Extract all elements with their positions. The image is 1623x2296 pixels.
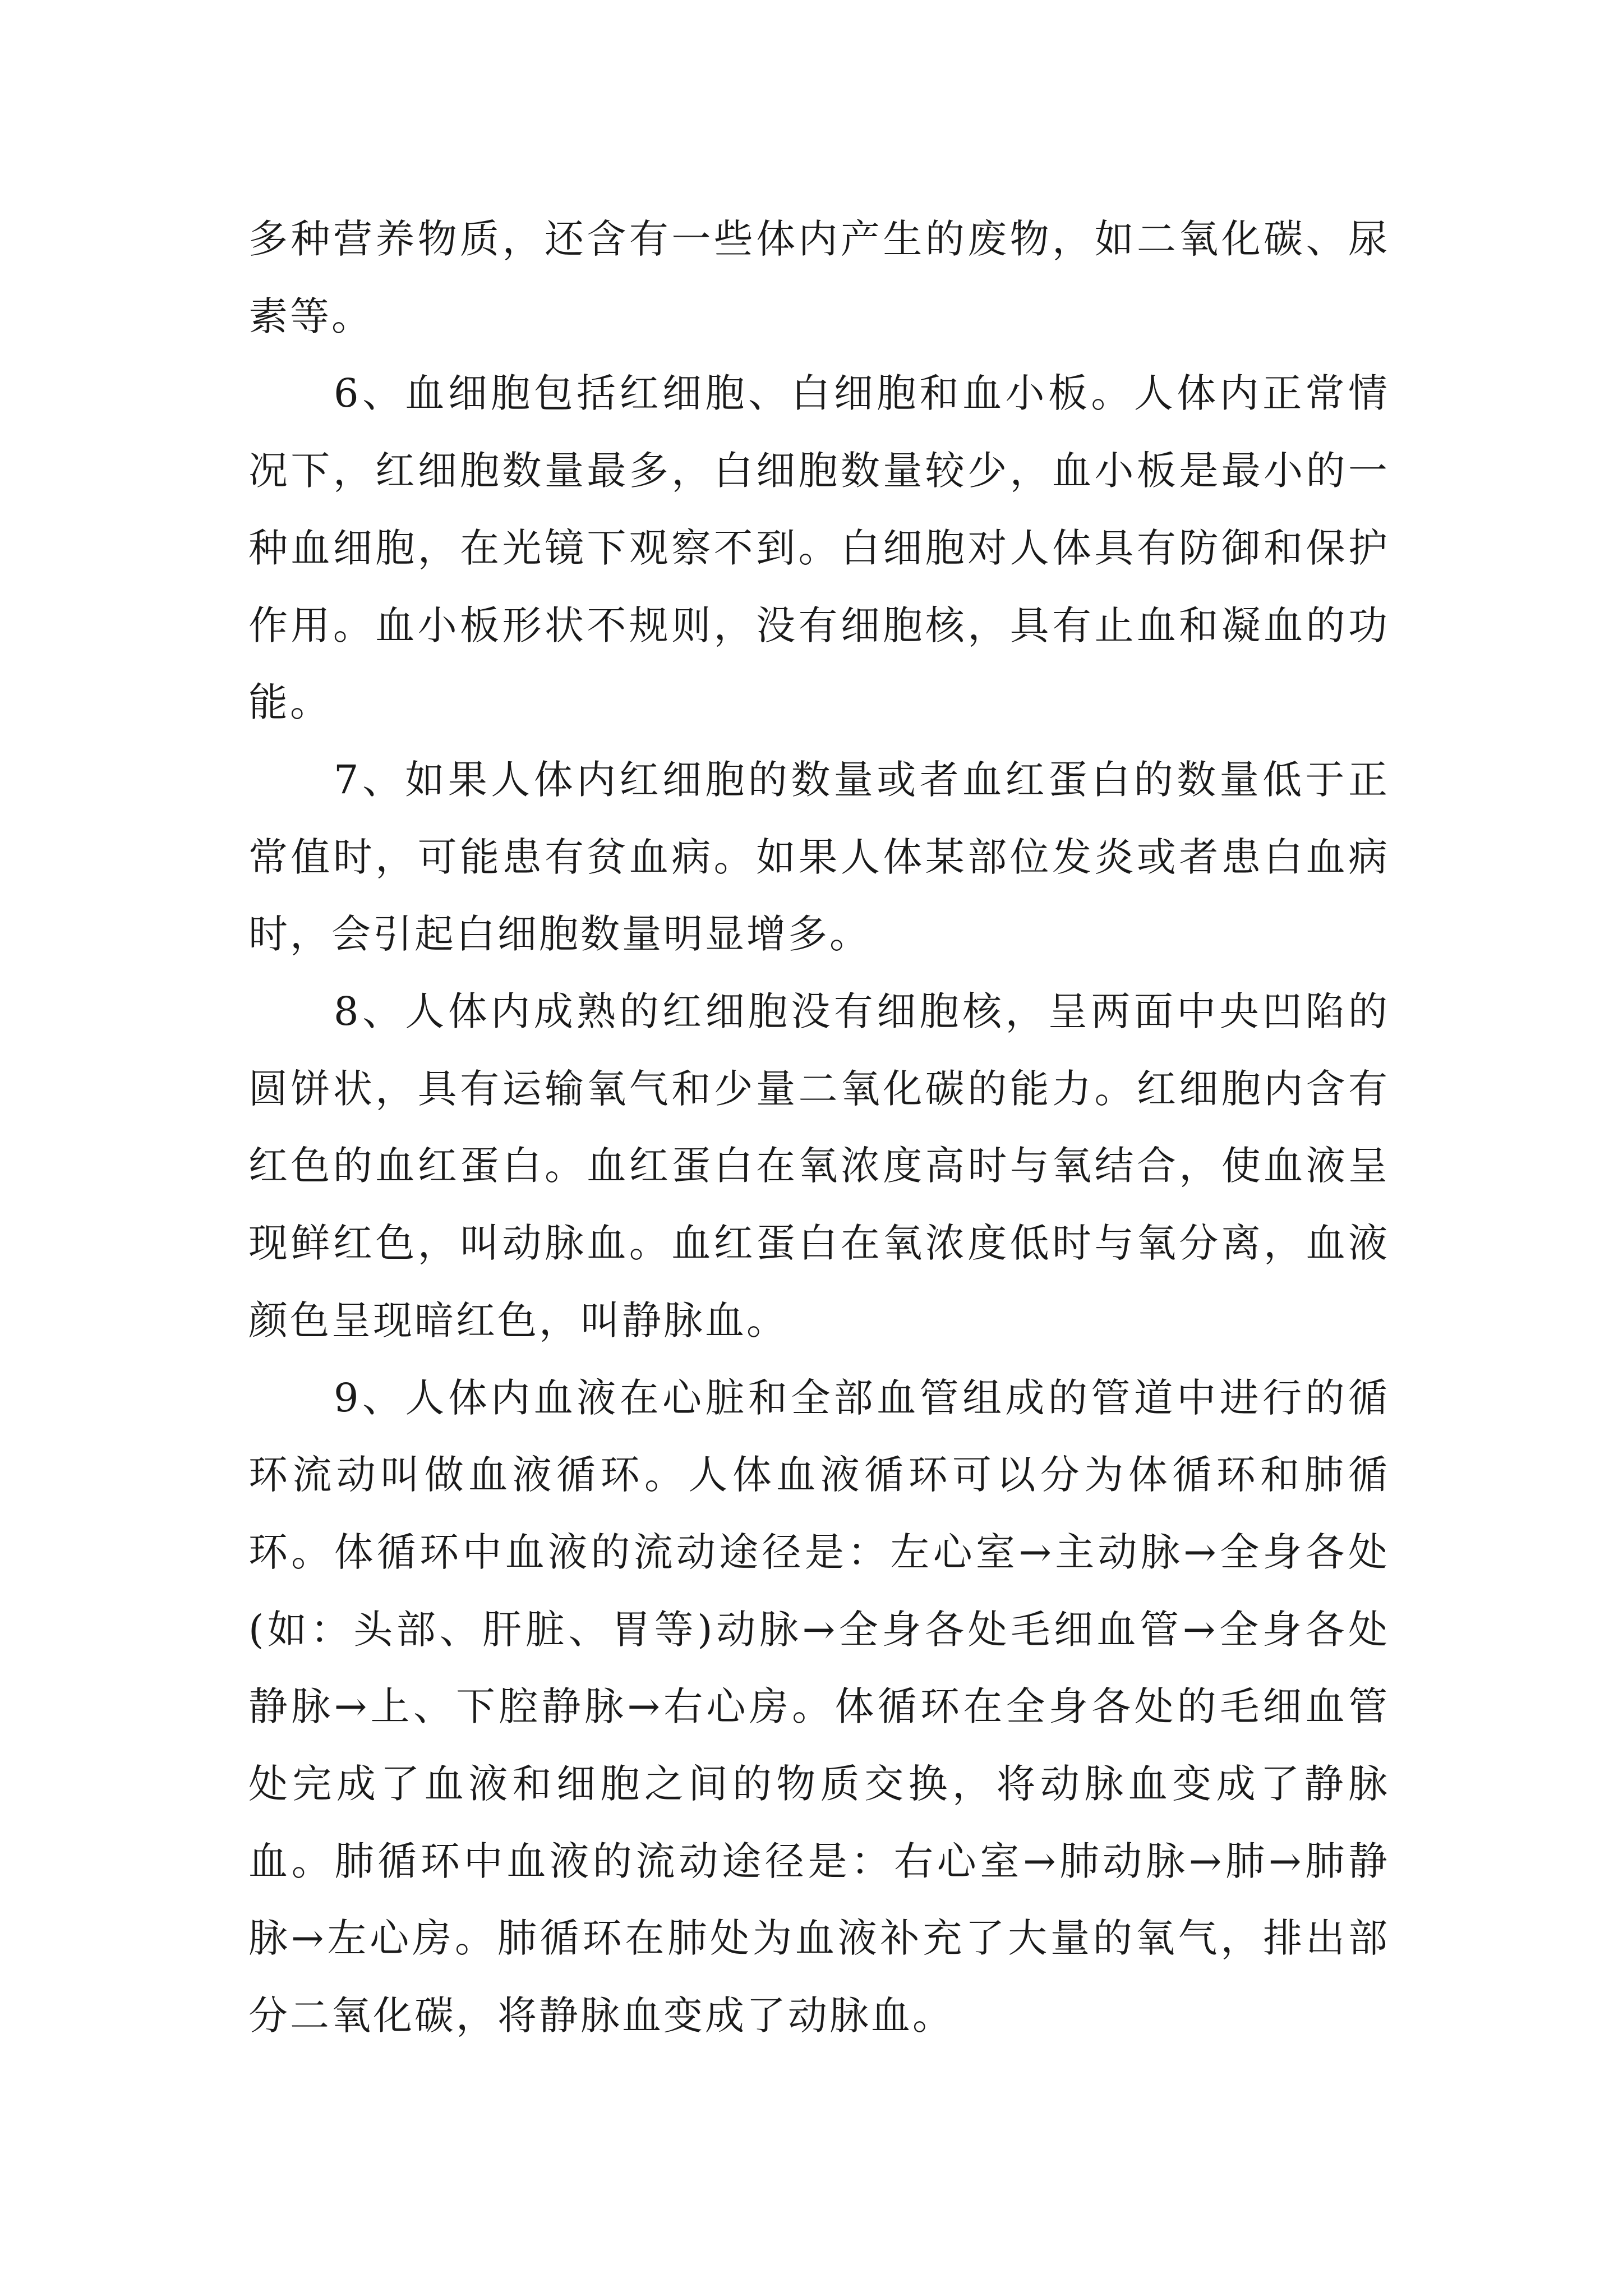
paragraph-8-red-blood-cells: 8、人体内成熟的红细胞没有细胞核，呈两面中央凹陷的圆饼状，具有运输氧气和少量二氧化碳的能力。红细胞内含有红色的血红蛋白。血红蛋白在氧浓度高时与氧结合，使血液呈现鲜红色，叫动脉血。血红蛋白在氧浓度低时与氧分离，血液颜色呈现暗红色，叫静脉血。 <box>248 988 1390 1343</box>
paragraph-9-circulation: 9、人体内血液在心脏和全部血管组成的管道中进行的循环流动叫做血液循环。人体血液循环可以分为体循环和肺循环。体循环中血液的流动途径是：左心室→主动脉→全身各处(如：头部、肝脏、胃等)动脉→全身各处毛细血管→全身各处静脉→上、下腔静脉→右心房。体循环在全身各处的毛细血管处完成了血液和细胞之间的物质交换，将动脉血变成了静脉血。肺循环中血液的流动途径是：右心室→肺动脉→肺→肺静脉→左心房。肺循环在肺处为血液补充了大量的氧气，排出部分二氧化碳，将静脉血变成了动脉血。 <box>248 1374 1390 2039</box>
paragraph-continued: 多种营养物质，还含有一些体内产生的废物，如二氧化碳、尿素等。 <box>248 216 1390 339</box>
document-body <box>248 201 1390 2055</box>
paragraph-7-anemia: 7、如果人体内红细胞的数量或者血红蛋白的数量低于正常值时，可能患有贫血病。如果人体某部位发炎或者患白血病时，会引起白细胞数量明显增多。 <box>248 756 1390 958</box>
paragraph-6-blood-cells: 6、血细胞包括红细胞、白细胞和血小板。人体内正常情况下，红细胞数量最多，白细胞数量较少，血小板是最小的一种血细胞，在光镜下观察不到。白细胞对人体具有防御和保护作用。血小板形状不规则，没有细胞核，具有止血和凝血的功能。 <box>248 370 1390 726</box>
